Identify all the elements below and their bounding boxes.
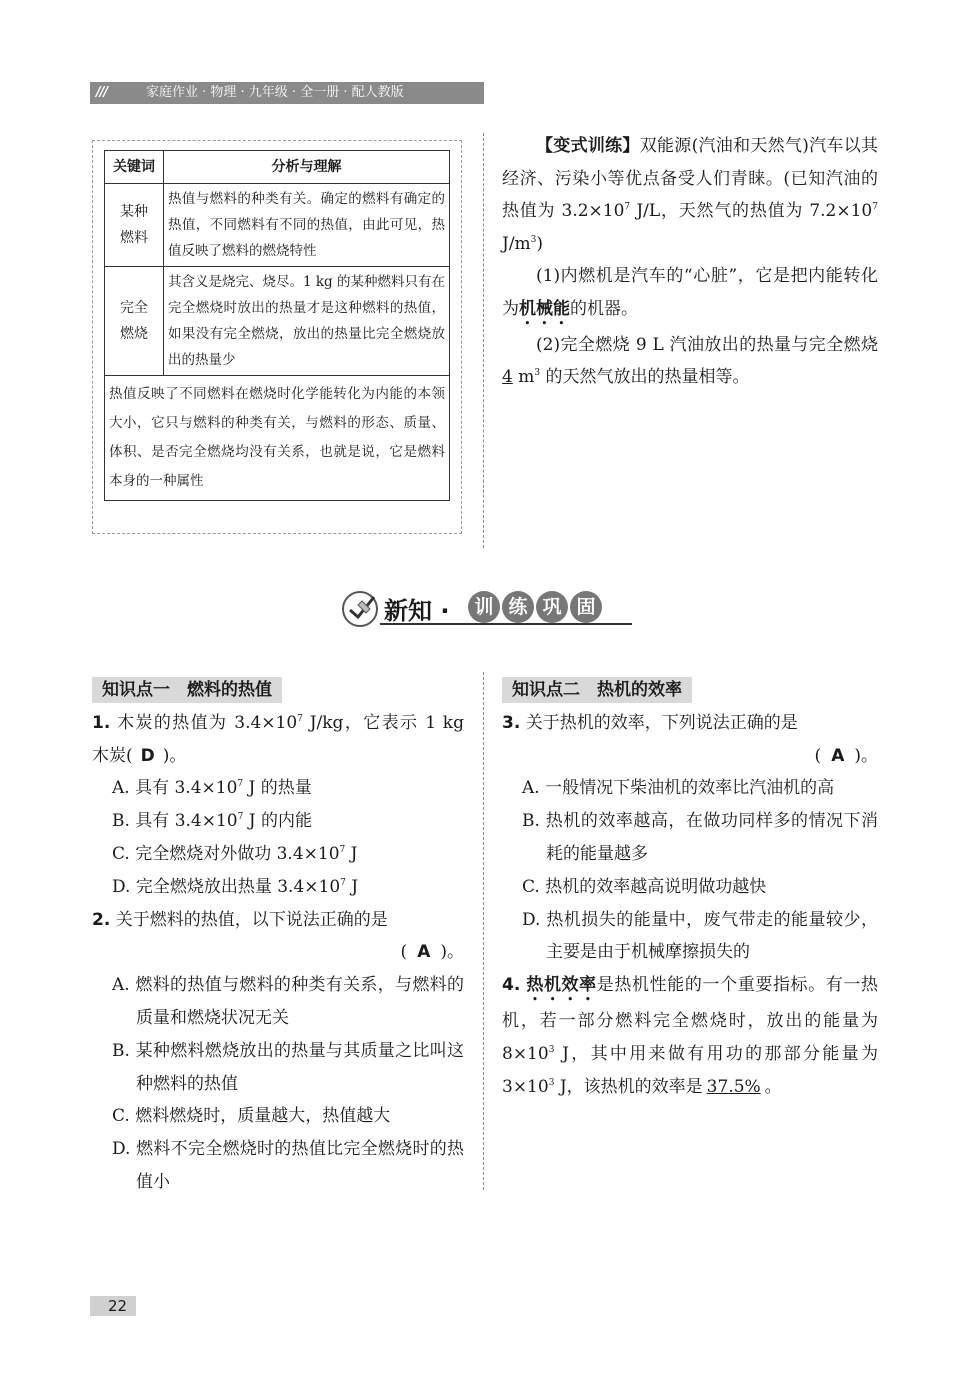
exponent: 3 xyxy=(530,234,537,245)
banner-char: 巩 xyxy=(536,591,568,623)
question-text: )。 xyxy=(162,745,187,766)
option xyxy=(92,838,464,871)
question-text: J，该热机的效率是 xyxy=(554,1076,703,1097)
option: D. 燃料不完全燃烧时的热值比完全燃烧时的热值小 xyxy=(112,1139,464,1192)
variant-text: 的天然气放出的热量相等。 xyxy=(540,367,750,387)
exponent: 7 xyxy=(237,812,244,823)
option xyxy=(92,772,464,805)
option-text: J xyxy=(345,843,358,864)
bracket: )。 xyxy=(854,745,878,766)
question-number: 2. xyxy=(92,909,111,930)
answer-text: D xyxy=(140,745,155,766)
variant-q2 xyxy=(502,329,878,394)
table-row xyxy=(105,376,450,501)
col-keyword: 关键词 xyxy=(105,151,164,184)
keyword-table-header xyxy=(105,151,450,184)
answer-text: 4 xyxy=(502,367,513,387)
exponent: 3 xyxy=(534,368,541,378)
header-bar xyxy=(90,82,484,104)
option-text: A. 具有 3.4×10 xyxy=(112,778,238,799)
table-row xyxy=(105,184,450,267)
answer-text: A xyxy=(417,942,431,963)
variant-text: (2)完全燃烧 9 L 汽油放出的热量与完全燃烧 xyxy=(536,334,878,355)
option-text: J xyxy=(345,876,359,897)
variant-text: ) xyxy=(536,233,544,254)
answer-line xyxy=(92,936,464,969)
option-text: J 的内能 xyxy=(243,811,312,832)
col-analysis: 分析与理解 xyxy=(164,151,450,184)
variant-text: (1)内燃机是汽车的“心脏”，它是把内能转化为 xyxy=(502,266,878,319)
option xyxy=(92,805,464,838)
banner-char: 练 xyxy=(502,591,534,623)
banner-title: 新知 · xyxy=(384,597,450,625)
knowledge-point-title: 知识点一 燃料的热值 xyxy=(92,677,282,703)
exponent: 7 xyxy=(297,713,303,724)
left-column xyxy=(92,674,464,1199)
exponent: 3 xyxy=(548,1077,555,1088)
question-3 xyxy=(502,707,878,740)
table-row xyxy=(105,267,450,376)
page-number: 22 xyxy=(90,1296,136,1316)
banner-circles xyxy=(468,591,602,623)
question-text: J，其中用来做有用功的那部分能量为 3×10 xyxy=(502,1043,878,1097)
variant-text: 的机器。 xyxy=(570,298,638,319)
bracket: )。 xyxy=(440,942,464,963)
option: C. 燃料燃烧时，质量越大，热值越大 xyxy=(112,1106,391,1127)
question-text: 木炭的热值为 3.4×10 xyxy=(110,712,298,733)
key-term: 热机效率 xyxy=(526,975,597,996)
question-2 xyxy=(92,904,464,937)
term-cell xyxy=(105,267,164,376)
option-text: D. 完全燃烧放出热量 3.4×10 xyxy=(112,876,341,897)
right-column xyxy=(502,674,878,1104)
banner-char: 训 xyxy=(468,591,500,623)
variant-text: J/m xyxy=(502,233,531,254)
variant-text: J/L，天然气的热值为 7.2×10 xyxy=(630,201,873,221)
exponent: 7 xyxy=(872,202,878,212)
bracket: ( xyxy=(814,745,822,766)
bracket: ( xyxy=(400,942,408,963)
question-text: J/kg，它表示 1 kg 木炭( xyxy=(92,712,464,766)
variant-intro xyxy=(502,130,878,260)
question-text: 关于热机的效率，下列说法正确的是 xyxy=(520,712,798,733)
header-title: 家庭作业 · 物理 · 九年级 · 全一册 · 配人教版 xyxy=(146,85,404,100)
desc-cell: 热值与燃料的种类有关。确定的燃料有确定的热值，不同燃料有不同的热值，由此可见，热值反映了燃料的燃烧特性 xyxy=(164,184,450,267)
pen-check-icon xyxy=(340,587,382,629)
summary-cell: 热值反映了不同燃料在燃烧时化学能转化为内能的本领大小，它只与燃料的种类有关，与燃料的形态、质量、体积、是否完全燃烧均没有关系，也就是说，它是燃料本身的一种属性 xyxy=(105,376,450,501)
variant-q1 xyxy=(502,260,878,329)
question-4 xyxy=(502,969,878,1103)
exponent: 7 xyxy=(340,877,346,888)
variant-text: m xyxy=(512,367,535,387)
answer-text: A xyxy=(831,745,845,766)
desc-cell: 其含义是烧完、烧尽。1 kg 的某种燃料只有在完全燃烧时放出的热量才是这种燃料的热值，如果没有完全燃烧，放出的热量比完全燃烧放出的热量少 xyxy=(164,267,450,376)
banner-char: 固 xyxy=(570,591,602,623)
option-text: C. 完全燃烧对外做功 3.4×10 xyxy=(112,843,340,864)
exponent: 7 xyxy=(624,202,631,212)
exponent: 7 xyxy=(339,844,346,855)
option-text: B. 具有 3.4×10 xyxy=(112,811,238,832)
option: B. 某种燃料燃烧放出的热量与其质量之比叫这种燃料的热值 xyxy=(112,1040,464,1094)
exponent: 3 xyxy=(548,1044,555,1055)
question-number: 3. xyxy=(502,712,521,733)
question-number: 4. xyxy=(502,975,521,996)
question-text: 。 xyxy=(764,1076,782,1097)
option: B. 热机的效率越高，在做功同样多的情况下消耗的能量越多 xyxy=(522,811,878,864)
question-text: 是热机性能的一个重要指标。有一热机，若一部分燃料完全燃烧时，放出的能量为8×10 xyxy=(502,975,879,1064)
column-divider xyxy=(483,133,484,548)
knowledge-point-title: 知识点二 热机的效率 xyxy=(502,677,692,703)
answer-text: 机械能 xyxy=(519,298,570,319)
variant-text: 双能源(汽油和天然气)汽车以其经济、污染小等优点备受人们青睐。(已知汽油的热值为 3.2×10 xyxy=(502,136,879,221)
question-number: 1. xyxy=(92,712,111,733)
term-line: 某种 xyxy=(120,204,148,220)
option: D. 热机损失的能量中，废气带走的能量较少，主要是由于机械摩擦损失的 xyxy=(522,909,878,963)
option-text: J 的热量 xyxy=(243,778,312,799)
option: C. 热机的效率越高说明做功越快 xyxy=(522,876,767,897)
keyword-table xyxy=(104,150,450,501)
term-line: 燃料 xyxy=(120,230,148,246)
term-line: 燃烧 xyxy=(120,326,148,342)
section-banner xyxy=(340,585,630,631)
option: A. 一般情况下柴油机的效率比汽油机的高 xyxy=(522,778,835,799)
question-text: 关于燃料的热值，以下说法正确的是 xyxy=(110,909,388,930)
question-1 xyxy=(92,707,464,773)
variant-label: 【变式训练】 xyxy=(536,136,640,156)
column-divider xyxy=(483,672,484,1190)
answer-line xyxy=(502,740,878,773)
variant-training xyxy=(502,130,878,394)
option: A. 燃料的热值与燃料的种类有关系，与燃料的质量和燃烧状况无关 xyxy=(112,975,464,1028)
answer-text: 37.5% xyxy=(706,1076,761,1097)
header-slashes: /// xyxy=(96,85,108,100)
term-line: 完全 xyxy=(120,300,148,316)
term-cell xyxy=(105,184,164,267)
option xyxy=(92,871,464,904)
exponent: 7 xyxy=(237,779,244,790)
